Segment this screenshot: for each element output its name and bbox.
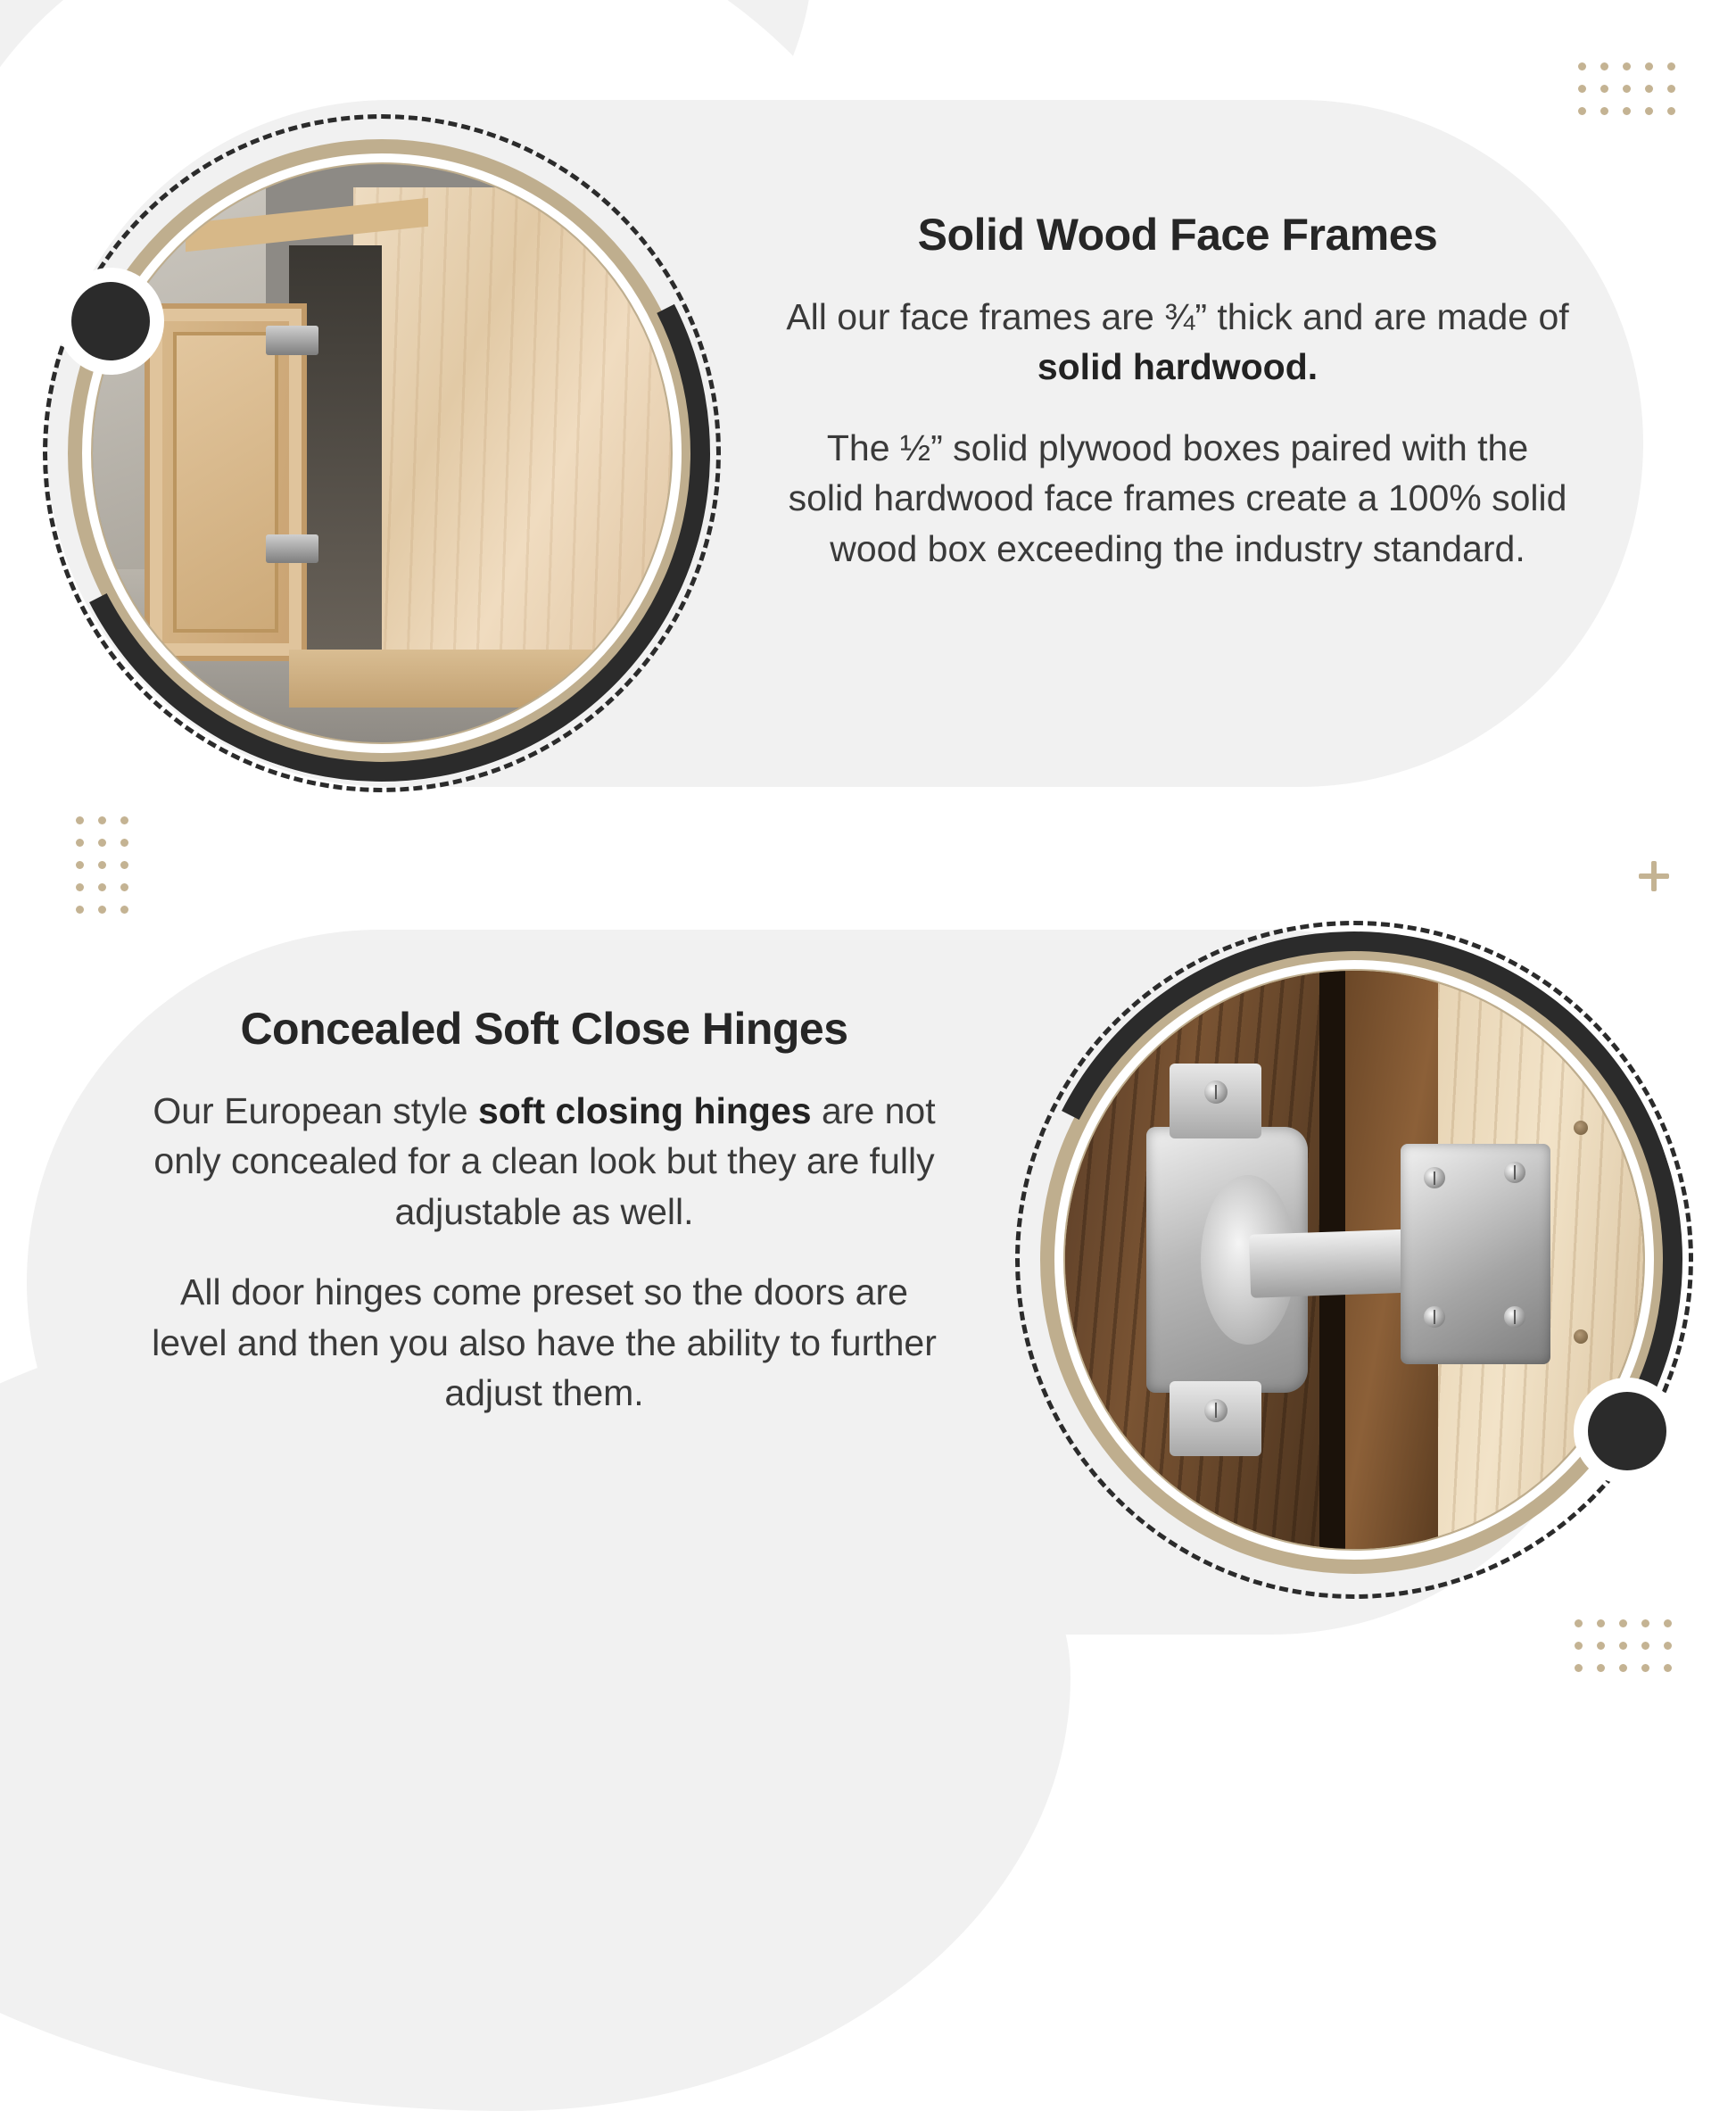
image-badge-face-frames: [43, 114, 721, 792]
open-cabinet-photo: [93, 164, 671, 742]
image-badge-hinges: [1015, 921, 1693, 1599]
paragraph-face-frames-2-part-1: The ½” solid plywood boxes paired with the solid hardwood face frames create a 100% solid wood box exceeding the industry standard.: [788, 426, 1567, 569]
paragraph-face-frames-1-part-2: solid hardwood.: [1037, 346, 1319, 388]
paragraph-face-frames-2: [785, 423, 1570, 575]
text-block-face-frames: [785, 210, 1570, 574]
page-title-face-frames: Solid Wood Face Frames: [917, 210, 1438, 260]
page-title-hinges: Concealed Soft Close Hinges: [240, 1004, 848, 1054]
paragraph-hinges-1-part-1: Our European style: [153, 1089, 478, 1131]
dark-dot-accent-icon: [1574, 1378, 1681, 1485]
soft-close-hinge-photo: [1065, 971, 1643, 1549]
paragraph-hinges-2: [152, 1267, 937, 1419]
text-block-hinges: [152, 1004, 937, 1419]
dot-grid-mid-left-icon: [76, 816, 128, 914]
paragraph-face-frames-1-part-1: All our face frames are ¾” thick and are made of: [786, 295, 1569, 337]
dot-grid-top-right-icon: [1578, 62, 1675, 115]
dark-dot-accent-icon: [57, 268, 164, 375]
dot-grid-bottom-right-icon: [1575, 1619, 1672, 1672]
plus-mark-icon: [1639, 861, 1669, 891]
paragraph-hinges-1-part-3: are not only concealed for a clean look but they are fully adjustable as well.: [153, 1089, 936, 1232]
paragraph-hinges-1-part-2: soft closing hinges: [478, 1089, 812, 1131]
paragraph-face-frames-1: [785, 292, 1570, 393]
paragraph-hinges-2-part-1: All door hinges come preset so the doors are level and then you also have the ability to further adjust them.: [152, 1271, 937, 1414]
paragraph-hinges-1: [152, 1086, 937, 1238]
